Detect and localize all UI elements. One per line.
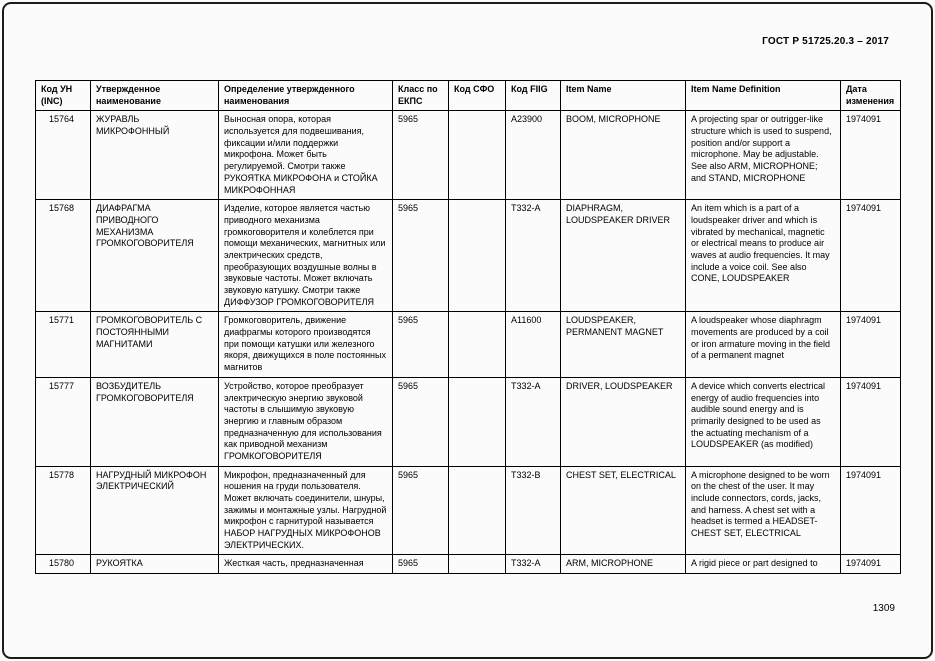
cell-def-ru: Громкоговоритель, движение диафрагмы которого производятся при помощи катушки или железного якоря, движущихся в поле постоянных магнитов xyxy=(219,312,393,377)
cell-date: 1974091 xyxy=(841,377,901,466)
cell-item-name: CHEST SET, ELECTRICAL xyxy=(561,466,686,555)
cell-sfo xyxy=(449,111,506,200)
cell-fiig: T332-A xyxy=(506,200,561,312)
cell-fiig: T332-A xyxy=(506,377,561,466)
col-header-fiig-code: Код FIIG xyxy=(506,81,561,111)
cell-def-ru: Выносная опора, которая используется для подвешивания, фиксации и/или поддержки микрофона. Может быть регулируемой. Смотри также РУКОЯТКА МИКРОФОНА и СТОЙКА МИКРОФОННАЯ xyxy=(219,111,393,200)
cell-def-ru: Устройство, которое преобразует электрическую энергию звуковой частоты в слышимую звуковую энергию и главным образом предназначенную для использования как приводной механизм ГРОМКОГОВОРИТЕЛЯ xyxy=(219,377,393,466)
table-row xyxy=(36,377,901,466)
col-header-change-date: Дата изменения xyxy=(841,81,901,111)
cell-sfo xyxy=(449,377,506,466)
cell-inc: 15768 xyxy=(36,200,91,312)
cell-item-def: A loudspeaker whose diaphragm movements are produced by a coil or iron armature moving in the field of a permanent magnet xyxy=(686,312,841,377)
cell-ekps: 5965 xyxy=(393,377,449,466)
col-header-item-name: Item Name xyxy=(561,81,686,111)
document-title: ГОСТ Р 51725.20.3 – 2017 xyxy=(762,36,889,47)
cell-ekps: 5965 xyxy=(393,555,449,574)
table-header-row xyxy=(36,81,901,111)
cell-item-def: A microphone designed to be worn on the chest of the user. It may include connectors, cords, jacks, and harness. A chest set with a headset is termed a HEADSET-CHEST SET, ELECTRICAL xyxy=(686,466,841,555)
cell-def-ru: Жесткая часть, предназначенная xyxy=(219,555,393,574)
col-header-inc-code: Код УН (INC) xyxy=(36,81,91,111)
cell-item-name: DIAPHRAGM, LOUDSPEAKER DRIVER xyxy=(561,200,686,312)
cell-name-ru: РУКОЯТКА xyxy=(91,555,219,574)
cell-fiig: T332-A xyxy=(506,555,561,574)
cell-ekps: 5965 xyxy=(393,312,449,377)
table-row xyxy=(36,466,901,555)
cell-item-def: An item which is a part of a loudspeaker driver and which is vibrated by mechanical, magnetic or electrical means to produce air waves at audio frequencies. It may include a voice coil. See also CONE, LOUDSPEAKER xyxy=(686,200,841,312)
cell-inc: 15764 xyxy=(36,111,91,200)
cell-fiig: A11600 xyxy=(506,312,561,377)
table-row xyxy=(36,111,901,200)
cell-name-ru: ВОЗБУДИТЕЛЬ ГРОМКОГОВОРИТЕЛЯ xyxy=(91,377,219,466)
cell-sfo xyxy=(449,312,506,377)
cell-def-ru: Микрофон, предназначенный для ношения на груди пользователя. Может включать соединители, шнуры, зажимы и монтажные узлы. Нагрудной микрофон с гарнитурой называется НАБОР НАГРУДНЫХ МИКРОФОНОВ ЭЛЕКТРИЧЕСКИХ. xyxy=(219,466,393,555)
cell-item-def: A rigid piece or part designed to xyxy=(686,555,841,574)
inc-items-table xyxy=(35,80,901,574)
cell-date: 1974091 xyxy=(841,200,901,312)
table-row xyxy=(36,555,901,574)
cell-inc: 15771 xyxy=(36,312,91,377)
cell-date: 1974091 xyxy=(841,555,901,574)
cell-sfo xyxy=(449,555,506,574)
cell-ekps: 5965 xyxy=(393,466,449,555)
cell-date: 1974091 xyxy=(841,466,901,555)
cell-date: 1974091 xyxy=(841,312,901,377)
cell-inc: 15780 xyxy=(36,555,91,574)
cell-name-ru: ДИАФРАГМА ПРИВОДНОГО МЕХАНИЗМА ГРОМКОГОВОРИТЕЛЯ xyxy=(91,200,219,312)
cell-name-ru: ГРОМКОГОВОРИТЕЛЬ С ПОСТОЯННЫМИ МАГНИТАМИ xyxy=(91,312,219,377)
cell-inc: 15777 xyxy=(36,377,91,466)
col-header-item-name-definition: Item Name Definition xyxy=(686,81,841,111)
cell-item-def: A device which converts electrical energy of audio frequencies into audible sound energy and is primarily designed to be used as the actuating mechanism of a LOUDSPEAKER (as modified) xyxy=(686,377,841,466)
page-number: 1309 xyxy=(872,603,895,614)
table-body xyxy=(36,111,901,574)
cell-sfo xyxy=(449,466,506,555)
cell-name-ru: ЖУРАВЛЬ МИКРОФОННЫЙ xyxy=(91,111,219,200)
table-row xyxy=(36,312,901,377)
cell-fiig: T332-B xyxy=(506,466,561,555)
col-header-ekps-class: Класс по ЕКПС xyxy=(393,81,449,111)
col-header-approved-name: Утвержденное наименование xyxy=(91,81,219,111)
cell-ekps: 5965 xyxy=(393,200,449,312)
col-header-approved-definition: Определение утвержденного наименования xyxy=(219,81,393,111)
cell-sfo xyxy=(449,200,506,312)
cell-item-name: ARM, MICROPHONE xyxy=(561,555,686,574)
cell-item-name: LOUDSPEAKER, PERMANENT MAGNET xyxy=(561,312,686,377)
cell-fiig: A23900 xyxy=(506,111,561,200)
cell-item-name: DRIVER, LOUDSPEAKER xyxy=(561,377,686,466)
cell-ekps: 5965 xyxy=(393,111,449,200)
cell-item-name: BOOM, MICROPHONE xyxy=(561,111,686,200)
table-row xyxy=(36,200,901,312)
cell-def-ru: Изделие, которое является частью приводного механизма громкоговорителя и колеблется при помощи механических, магнитных или электрических средств, преобразующих воздушные волны в звуковые частоты. Может включать звуковую катушку. Смотри также ДИФФУЗОР ГРОМКОГОВОРИТЕЛЯ xyxy=(219,200,393,312)
cell-date: 1974091 xyxy=(841,111,901,200)
cell-inc: 15778 xyxy=(36,466,91,555)
cell-name-ru: НАГРУДНЫЙ МИКРОФОН ЭЛЕКТРИЧЕСКИЙ xyxy=(91,466,219,555)
col-header-sfo-code: Код СФО xyxy=(449,81,506,111)
cell-item-def: A projecting spar or outrigger-like structure which is used to suspend, position and/or support a microphone. May be adjustable. See also ARM, MICROPHONE; and STAND, MICROPHONE xyxy=(686,111,841,200)
